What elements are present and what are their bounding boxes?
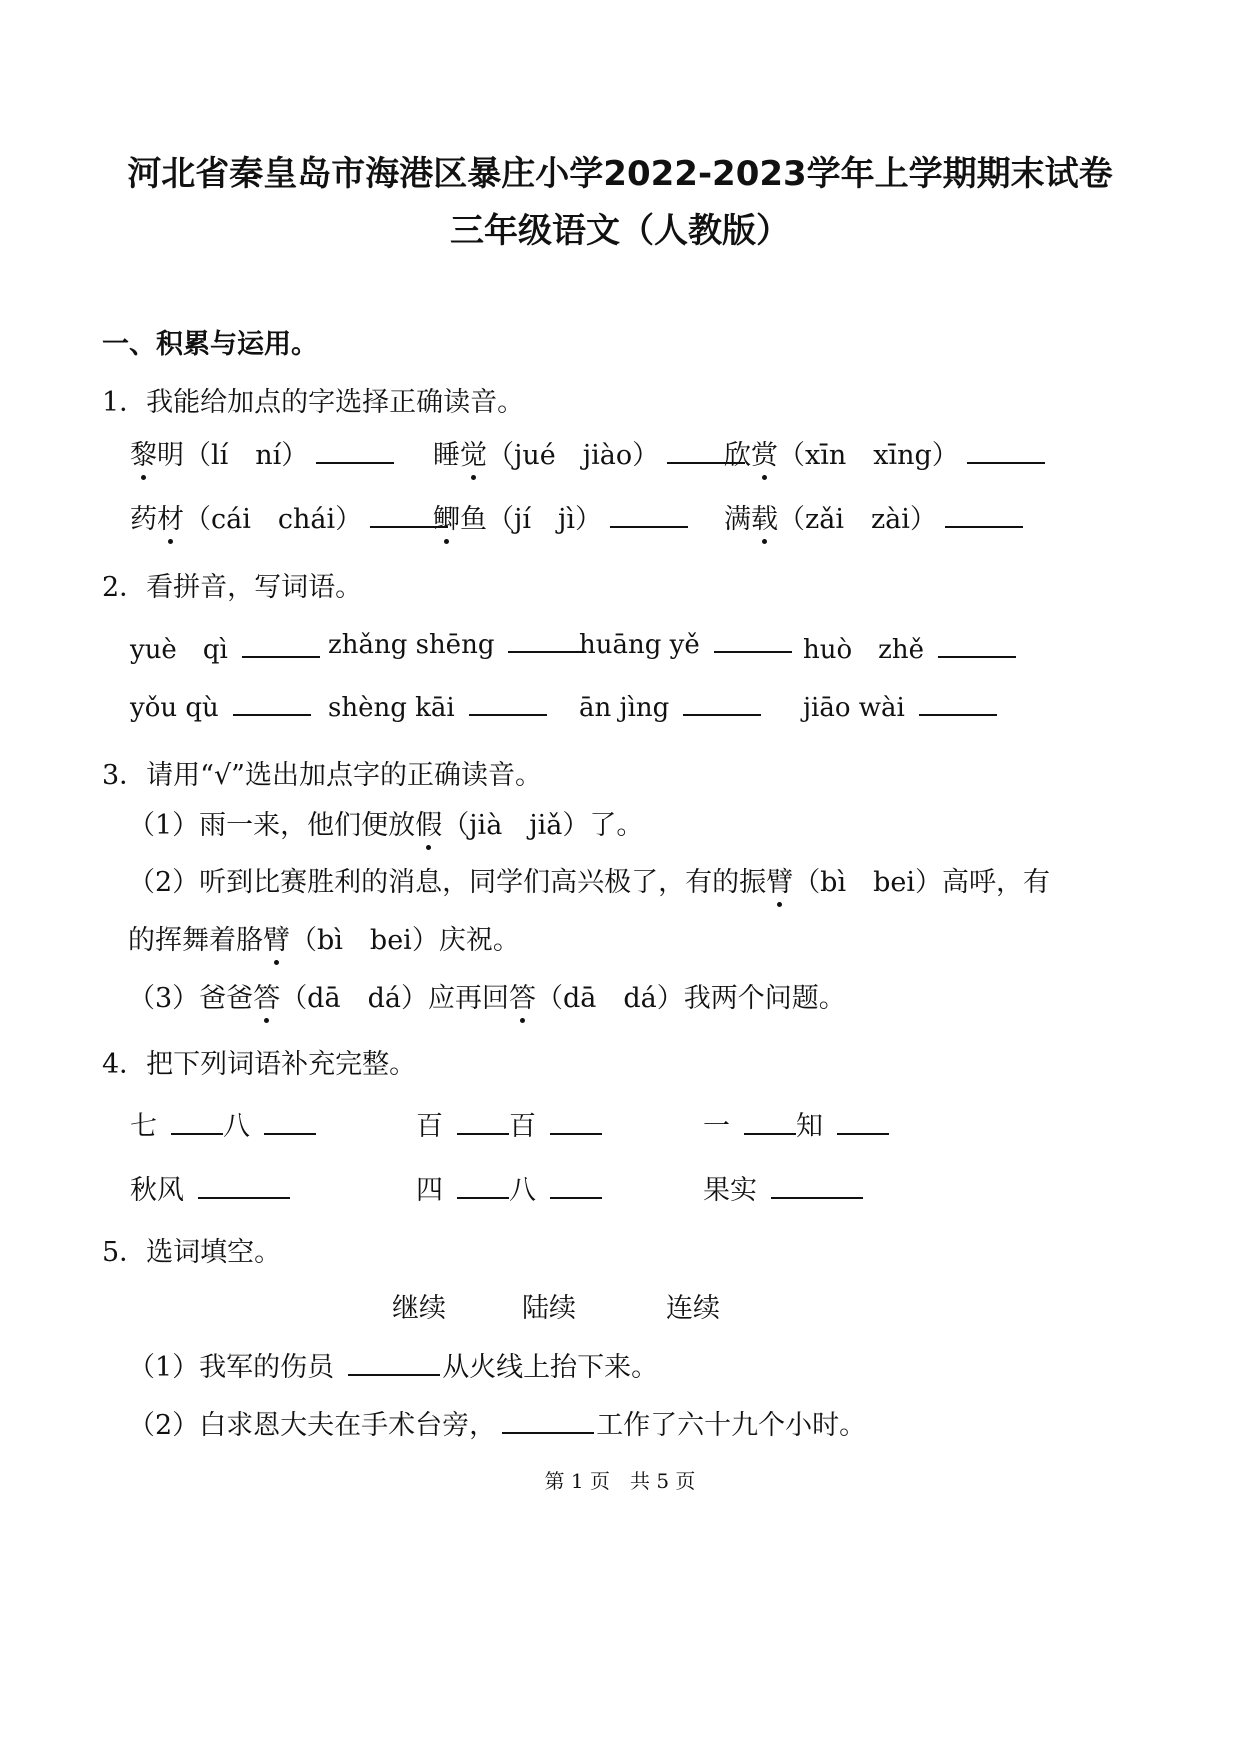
answer-blank[interactable] (550, 1111, 602, 1135)
q1-prompt: 1．我能给加点的字选择正确读音。 (102, 387, 525, 418)
q3-sentence-3: （3）爸爸答（dā dá）应再回答（dā dá）我两个问题。 (128, 976, 846, 1015)
q1-item: 欣赏（xīn xīng） (724, 433, 1045, 472)
section-heading: 一、积累与运用。 (102, 329, 318, 360)
q3-sentence-2: （2）听到比赛胜利的消息，同学们高兴极了，有的振臂（bì bei）高呼，有 (128, 860, 1050, 899)
exam-subtitle: 三年级语文（人教版） (450, 211, 790, 251)
answer-blank[interactable] (502, 1410, 594, 1434)
exam-title: 河北省秦皇岛市海港区暴庄小学2022-2023学年上学期期末试卷 (127, 154, 1113, 194)
answer-blank[interactable] (550, 1175, 602, 1199)
q5-sentence-1: （1）我军的伤员 从火线上抬下来。 (128, 1352, 659, 1383)
word-option: 继续 (392, 1293, 446, 1324)
pinyin-item: yuè qì (130, 629, 320, 666)
idiom-item: 百 百 (416, 1104, 602, 1143)
pinyin-item: zhǎng shēng (328, 629, 586, 660)
q3-sentence-2-cont: 的挥舞着胳臂（bì bei）庆祝。 (128, 918, 520, 957)
word-option: 陆续 (522, 1293, 576, 1324)
q3-prompt: 3．请用“√”选出加点字的正确读音。 (102, 760, 542, 791)
answer-blank[interactable] (771, 1175, 863, 1199)
answer-blank[interactable] (938, 634, 1016, 658)
answer-blank[interactable] (316, 440, 394, 464)
answer-blank[interactable] (469, 692, 547, 716)
answer-blank[interactable] (837, 1111, 889, 1135)
q2-prompt: 2．看拼音，写词语。 (102, 572, 363, 603)
answer-blank[interactable] (967, 440, 1045, 464)
answer-blank[interactable] (744, 1111, 796, 1135)
q1-item: 药材（cái chái） (130, 497, 448, 536)
idiom-item: 一 知 (703, 1104, 889, 1143)
answer-blank[interactable] (457, 1175, 509, 1199)
q1-item: 睡觉（jué jiào） (433, 433, 745, 472)
q5-sentence-2: （2）白求恩大夫在手术台旁， 工作了六十九个小时。 (128, 1410, 867, 1441)
pinyin-item: shèng kāi (328, 692, 547, 723)
answer-blank[interactable] (508, 629, 586, 653)
pinyin-item: huò zhě (803, 629, 1016, 666)
answer-blank[interactable] (264, 1111, 316, 1135)
answer-blank[interactable] (683, 692, 761, 716)
pinyin-item: huāng yě (579, 629, 792, 660)
answer-blank[interactable] (198, 1175, 290, 1199)
answer-blank[interactable] (348, 1352, 440, 1376)
answer-blank[interactable] (610, 504, 688, 528)
idiom-item: 秋风 (130, 1168, 290, 1207)
idiom-item: 七 八 (130, 1104, 316, 1143)
q3-sentence-1: （1）雨一来，他们便放假（jià jiǎ）了。 (128, 803, 643, 842)
answer-blank[interactable] (714, 629, 792, 653)
word-option: 连续 (666, 1293, 720, 1324)
answer-blank[interactable] (457, 1111, 509, 1135)
pinyin-item: yǒu qù (130, 692, 311, 723)
q5-prompt: 5．选词填空。 (102, 1237, 282, 1268)
idiom-item: 果实 (703, 1168, 863, 1207)
pinyin-item: jiāo wài (803, 692, 997, 723)
answer-blank[interactable] (233, 692, 311, 716)
q1-item: 黎明（lí ní） (130, 433, 394, 472)
answer-blank[interactable] (242, 634, 320, 658)
answer-blank[interactable] (171, 1111, 223, 1135)
pinyin-item: ān jìng (579, 692, 761, 723)
idiom-item: 四 八 (416, 1168, 602, 1207)
answer-blank[interactable] (945, 504, 1023, 528)
page-footer: 第 1 页 共 5 页 (544, 1469, 696, 1493)
answer-blank[interactable] (919, 692, 997, 716)
q1-item: 满载（zǎi zài） (724, 497, 1023, 536)
q4-prompt: 4．把下列词语补充完整。 (102, 1049, 417, 1080)
q1-item: 鲫鱼（jí jì） (433, 497, 688, 536)
